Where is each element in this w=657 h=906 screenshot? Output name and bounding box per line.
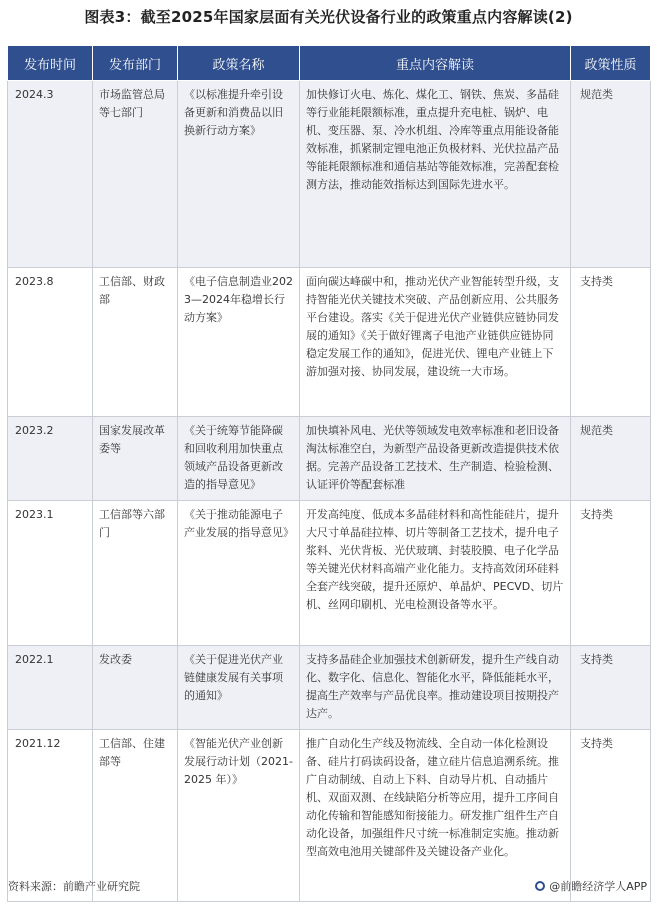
cell-date: 2023.1 bbox=[8, 501, 93, 646]
header-policy-name: 政策名称 bbox=[178, 46, 300, 81]
cell-dept: 工信部、财政部 bbox=[93, 268, 178, 417]
cell-content: 加快修订火电、炼化、煤化工、钢铁、焦炭、多晶硅等行业能耗限额标准，重点提升充电桩、锅炉、电机、变压器、泵、冷水机组、冷库等重点用能设备能效标准，抓紧制定锂电池正负极材料、光伏拉晶产品等能耗限额标准和通信基站等能效标准，完善配套检测方法，推动能效指标达到国际先进水平。 bbox=[300, 81, 571, 268]
cell-policy-name: 《智能光伏产业创新发展行动计划（2021-2025 年）》 bbox=[178, 730, 300, 902]
cell-policy-name: 《以标准提升牵引设备更新和消费品以旧换新行动方案》 bbox=[178, 81, 300, 268]
footer bbox=[0, 876, 657, 896]
cell-dept: 工信部等六部门 bbox=[93, 501, 178, 646]
brand-credit bbox=[535, 878, 647, 894]
cell-date: 2021.12 bbox=[8, 730, 93, 902]
cell-date: 2023.8 bbox=[8, 268, 93, 417]
table-row bbox=[8, 417, 651, 501]
cell-policy-type: 支持类 bbox=[571, 268, 651, 417]
cell-policy-name: 《关于促进光伏产业链健康发展有关事项的通知》 bbox=[178, 646, 300, 730]
table-header-row bbox=[8, 46, 651, 81]
table-row bbox=[8, 501, 651, 646]
table-row bbox=[8, 646, 651, 730]
cell-content: 开发高纯度、低成本多晶硅材料和高性能硅片，提升大尺寸单晶硅拉棒、切片等制备工艺技术，提升电子浆料、光伏背板、光伏玻璃、封装胶膜、电子化学品等关键光伏材料高端产业化能力。支持高效闭环硅料全套产线突破，提升还原炉、单晶炉、PECVD、切片机、丝网印刷机、光电检测设备等水平。 bbox=[300, 501, 571, 646]
cell-date: 2024.3 bbox=[8, 81, 93, 268]
source-note: 资料来源：前瞻产业研究院 bbox=[8, 880, 140, 893]
cell-content: 推广自动化生产线及物流线、全自动一体化检测设备、硅片打码读码设备，建立硅片信息追溯系统。推广自动制绒、自动上下料、自动导片机、自动插片机、双面双测、在线缺陷分析等应用，提升工序间自动化传输和智能感知衔接能力。研发推广组件生产自动化设备，加强组件尺寸统一标准制定实施。推动新型高效电池用关键部件及关键设备产业化。 bbox=[300, 730, 571, 902]
cell-policy-type: 规范类 bbox=[571, 417, 651, 501]
cell-dept: 发改委 bbox=[93, 646, 178, 730]
cell-content: 面向碳达峰碳中和，推动光伏产业智能转型升级，支持智能光伏关键技术突破、产品创新应用、公共服务平台建设。落实《关于促进光伏产业链供应链协同发展的通知》《关于做好锂离子电池产业链供应链协同稳定发展工作的通知》，促进光伏、锂电产业链上下游加强对接、协同发展，建设统一大市场。 bbox=[300, 268, 571, 417]
table-row bbox=[8, 81, 651, 268]
header-dept: 发布部门 bbox=[93, 46, 178, 81]
header-date: 发布时间 bbox=[8, 46, 93, 81]
brand-logo-icon bbox=[535, 881, 545, 891]
table-row bbox=[8, 268, 651, 417]
policy-table bbox=[7, 45, 651, 902]
cell-policy-name: 《关于推动能源电子产业发展的指导意见》 bbox=[178, 501, 300, 646]
cell-policy-type: 规范类 bbox=[571, 81, 651, 268]
header-policy-type: 政策性质 bbox=[571, 46, 651, 81]
brand-label: @前瞻经济学人APP bbox=[549, 880, 647, 893]
cell-policy-name: 《关于统筹节能降碳和回收利用加快重点领域产品设备更新改造的指导意见》 bbox=[178, 417, 300, 501]
cell-policy-type: 支持类 bbox=[571, 501, 651, 646]
cell-content: 支持多晶硅企业加强技术创新研发，提升生产线自动化、数字化、信息化、智能化水平，降低能耗水平，提高生产效率与产品优良率。推动建设项目按期投产达产。 bbox=[300, 646, 571, 730]
cell-date: 2023.2 bbox=[8, 417, 93, 501]
cell-date: 2022.1 bbox=[8, 646, 93, 730]
cell-content: 加快填补风电、光伏等领域发电效率标准和老旧设备淘汰标准空白，为新型产品设备更新改造提供技术依据。完善产品设备工艺技术、生产制造、检验检测、认证评价等配套标准 bbox=[300, 417, 571, 501]
chart-title: 图表3：截至2025年国家层面有关光伏设备行业的政策重点内容解读(2) bbox=[84, 8, 573, 26]
cell-policy-name: 《电子信息制造业2023—2024年稳增长行动方案》 bbox=[178, 268, 300, 417]
cell-policy-type: 支持类 bbox=[571, 730, 651, 902]
header-content: 重点内容解读 bbox=[300, 46, 571, 81]
cell-dept: 国家发展改革委等 bbox=[93, 417, 178, 501]
cell-dept: 市场监管总局等七部门 bbox=[93, 81, 178, 268]
cell-policy-type: 支持类 bbox=[571, 646, 651, 730]
cell-dept: 工信部、住建部等 bbox=[93, 730, 178, 902]
